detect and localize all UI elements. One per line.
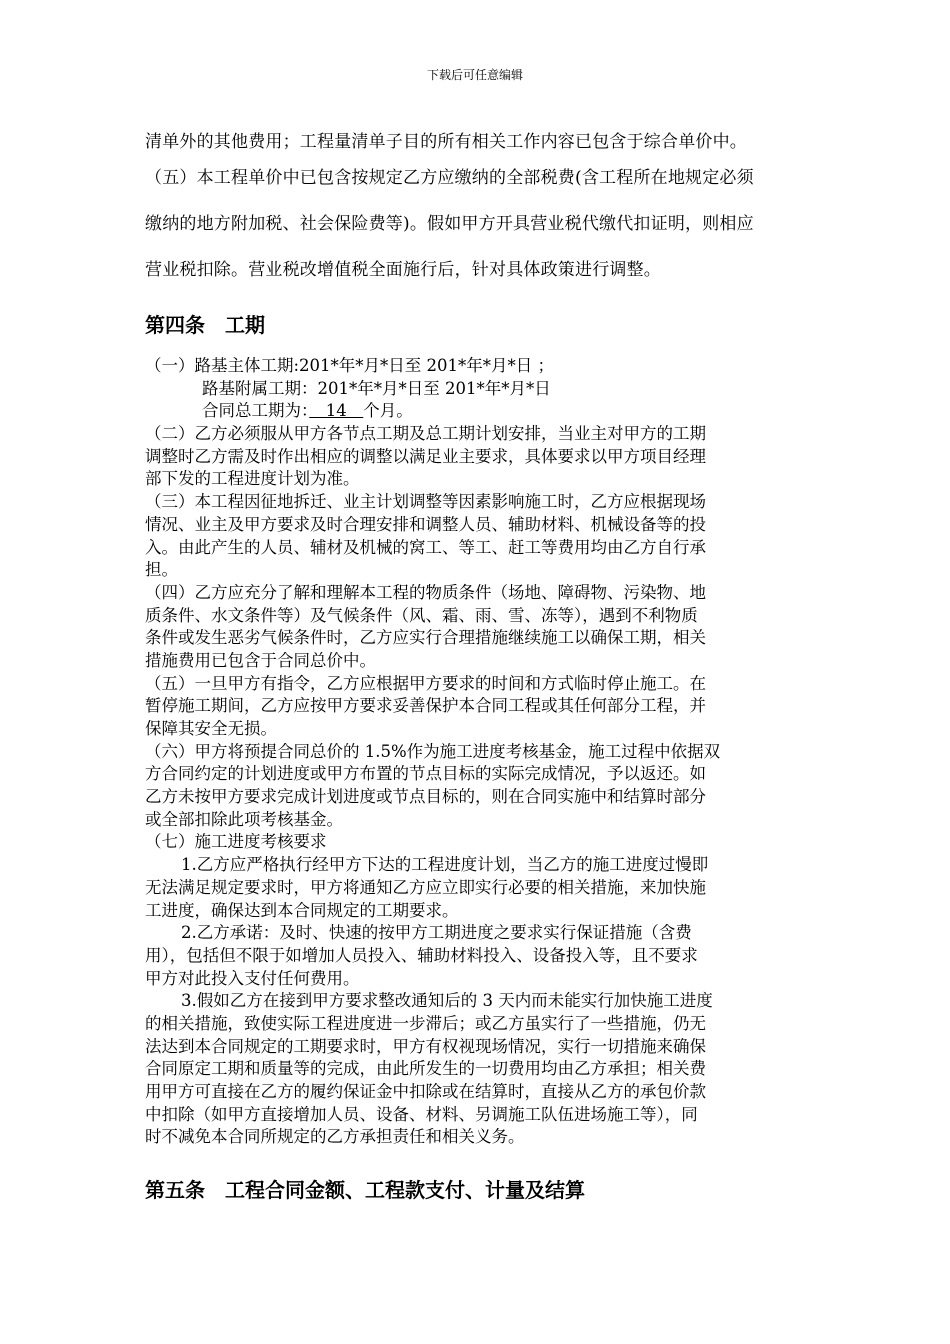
paragraph-line: 清单外的其他费用；工程量清单子目的所有相关工作内容已包含于综合单价中。 bbox=[145, 132, 747, 152]
item7-1-line: 无法满足规定要求时，甲方将通知乙方应立即实行必要的相关措施，来加快施 bbox=[145, 877, 706, 897]
article5-heading: 第五条 工程合同金额、工程款支付、计量及结算 bbox=[145, 1178, 585, 1202]
item6-line: 乙方未按甲方要求完成计划进度或节点目标的，则在合同实施中和结算时部分 bbox=[145, 787, 706, 807]
paragraph-line: 营业税扣除。营业税改增值税全面施行后，针对具体政策进行调整。 bbox=[145, 260, 661, 280]
item2-line: 部下发的工程进度计划为准。 bbox=[145, 469, 360, 489]
total-period-unit: 个月。 bbox=[363, 401, 413, 421]
item4-line: 措施费用已包含于合同总价中。 bbox=[145, 650, 376, 670]
total-period-label: 合同总工期为： bbox=[202, 401, 310, 421]
item4-line: （四）乙方应充分了解和理解本工程的物质条件（场地、障碍物、污染物、地 bbox=[145, 582, 706, 602]
item7-1-line: 1.乙方应严格执行经甲方下达的工程进度计划，当乙方的施工进度过慢即 bbox=[181, 855, 709, 875]
item3-line: 担。 bbox=[145, 560, 178, 580]
item5-line: 保障其安全无损。 bbox=[145, 719, 277, 738]
item2-line: 调整时乙方需及时作出相应的调整以满足业主要求，具体要求以甲方项目经理 bbox=[145, 446, 706, 466]
item5-line: 暂停施工期间，乙方应按甲方要求妥善保护本合同工程或其任何部分工程，并 bbox=[145, 696, 706, 716]
item7-title: （七）施工进度考核要求 bbox=[145, 832, 327, 852]
paragraph-line: 缴纳的地方附加税、社会保险费等)。假如甲方开具营业税代缴代扣证明，则相应 bbox=[145, 214, 754, 234]
page-header: 下载后可任意编辑 bbox=[426, 68, 523, 82]
item4-line: 质条件、水文条件等）及气候条件（风、霜、雨、雪、冻等），遇到不利物质 bbox=[145, 605, 698, 625]
item7-3-line: 时不减免本合同所规定的乙方承担责任和相关义务。 bbox=[145, 1127, 525, 1147]
item7-2-line: 2.乙方承诺：及时、快速的按甲方工期进度之要求实行保证措施（含费 bbox=[181, 923, 692, 943]
item4-line: 条件或发生恶劣气候条件时，乙方应实行合理措施继续施工以确保工期，相关 bbox=[145, 628, 706, 648]
item3-line: 入。由此产生的人员、辅材及机械的窝工、等工、赶工等费用均由乙方自行承 bbox=[145, 537, 706, 557]
item7-3-line: 法达到本合同规定的工期要求时，甲方有权视现场情况，实行一切措施来确保 bbox=[145, 1036, 706, 1056]
item1-line2: 路基附属工期：201*年*月*日至 201*年*月*日 bbox=[202, 378, 551, 398]
item7-3-line: 的相关措施，致使实际工程进度进一步滞后；或乙方虽实行了一些措施，仍无 bbox=[145, 1013, 706, 1033]
item7-3-line: 3.假如乙方在接到甲方要求整改通知后的 3 天内而未能实行加快施工进度 bbox=[181, 991, 713, 1011]
item1-line3 bbox=[145, 400, 810, 423]
item3-line: 情况、业主及甲方要求及时合理安排和调整人员、辅助材料、机械设备等的投 bbox=[145, 514, 706, 534]
item6-line: 方合同约定的计划进度或甲方布置的节点目标的实际完成情况，予以返还。如 bbox=[145, 764, 706, 784]
item7-1-line: 工进度，确保达到本合同规定的工期要求。 bbox=[145, 900, 459, 920]
paragraph-line: （五）本工程单价中已包含按规定乙方应缴纳的全部税费(含工程所在地规定必须 bbox=[145, 168, 754, 188]
item7-2-line: 用），包括但不限于如增加人员投入、辅助材料投入、设备投入等，且不要求 bbox=[145, 945, 698, 965]
item7-3-line: 用甲方可直接在乙方的履约保证金中扣除或在结算时，直接从乙方的承包价款 bbox=[145, 1082, 706, 1101]
article4-heading: 第四条 工期 bbox=[145, 313, 265, 337]
item3-line: （三）本工程因征地拆迁、业主计划调整等因素影响施工时，乙方应根据现场 bbox=[145, 492, 706, 512]
item5-line: （五）一旦甲方有指令，乙方应根据甲方要求的时间和方式临时停止施工。在 bbox=[145, 673, 706, 693]
item1-line1: （一）路基主体工期:201*年*月*日至 201*年*月*日 ； bbox=[145, 356, 555, 375]
item7-3-line: 中扣除（如甲方直接增加人员、设备、材料、另调施工队伍进场施工等），同 bbox=[145, 1104, 698, 1124]
item6-line: 或全部扣除此项考核基金。 bbox=[145, 809, 343, 829]
item6-line: （六）甲方将预提合同总价的 1.5%作为施工进度考核基金，施工过程中依据双 bbox=[145, 741, 721, 761]
item2-line: （二）乙方必须服从甲方各节点工期及总工期计划安排，当业主对甲方的工期 bbox=[145, 424, 706, 444]
article4-body bbox=[145, 355, 810, 1149]
total-period-value: 14 bbox=[309, 401, 364, 421]
item7-2-line: 甲方对此投入支付任何费用。 bbox=[145, 968, 360, 988]
item7-3-line: 合同原定工期和质量等的完成，由此所发生的一切费用均由乙方承担；相关费 bbox=[145, 1059, 706, 1079]
